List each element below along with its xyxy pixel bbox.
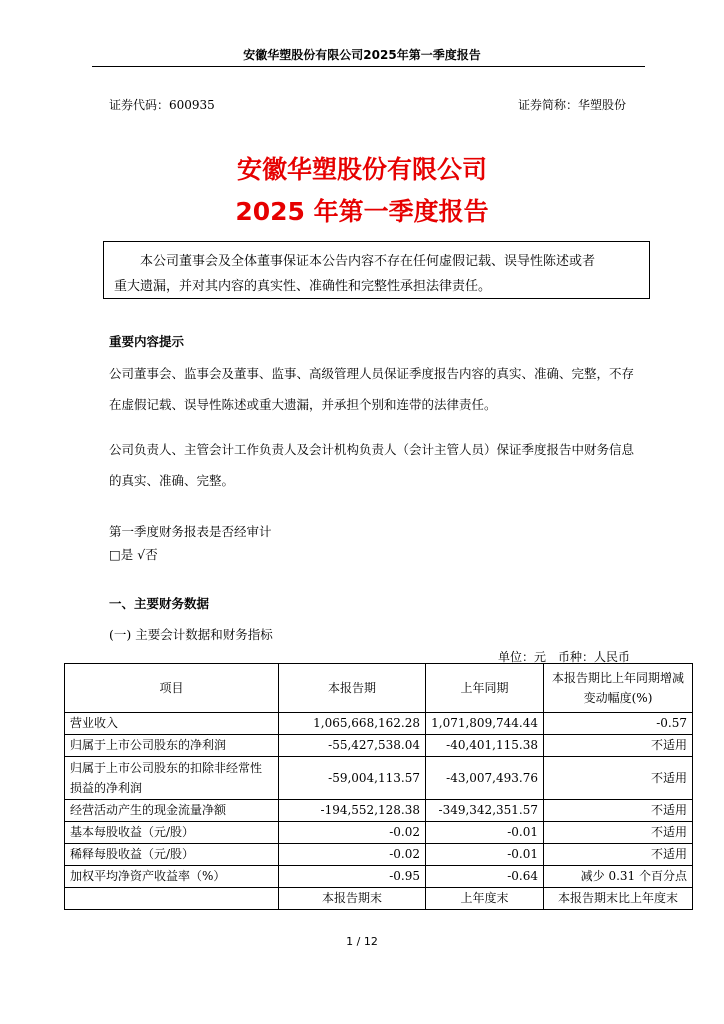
important-p2-line2: 的真实、准确、完整。	[109, 473, 235, 488]
table-row	[65, 713, 693, 735]
current-value: -0.95	[279, 866, 426, 888]
important-p1-line2: 在虚假记载、误导性陈述或重大遗漏，并承担个别和连带的法律责任。	[109, 397, 497, 412]
row-label: 营业收入	[65, 713, 279, 735]
prior-value: -43,007,493.76	[426, 757, 544, 800]
disclaimer-line-2: 重大遗漏，并对其内容的真实性、准确性和完整性承担法律责任。	[114, 279, 492, 294]
table-row	[65, 757, 693, 800]
change-value: 不适用	[544, 735, 693, 757]
subheader-cell: 本报告期末	[279, 888, 426, 910]
current-value: -0.02	[279, 822, 426, 844]
row-label: 加权平均净资产收益率（%）	[65, 866, 279, 888]
current-value: -55,427,538.04	[279, 735, 426, 757]
subsection-heading: (一) 主要会计数据和财务指标	[109, 627, 273, 642]
current-value: -0.02	[279, 844, 426, 866]
disclaimer-box	[103, 241, 650, 299]
prior-value: -40,401,115.38	[426, 735, 544, 757]
page-number: 1 / 12	[346, 935, 378, 948]
table-row	[65, 822, 693, 844]
header-cell: 上年同期	[426, 664, 544, 713]
change-value: 不适用	[544, 800, 693, 822]
unit-label: 单位：元 币种：人民币	[498, 650, 631, 664]
row-label: 归属于上市公司股东的净利润	[65, 735, 279, 757]
change-value: 不适用	[544, 757, 693, 800]
row-label: 稀释每股收益（元/股）	[65, 844, 279, 866]
disclaimer-line-1: 本公司董事会及全体董事保证本公告内容不存在任何虚假记载、误导性陈述或者	[140, 254, 596, 269]
change-value: 减少 0.31 个百分点	[544, 866, 693, 888]
header-cell: 本报告期	[279, 664, 426, 713]
audit-answer: □是 √否	[109, 547, 158, 562]
financial-data-table	[64, 663, 693, 910]
important-heading: 重要内容提示	[109, 334, 185, 349]
prior-value: -0.64	[426, 866, 544, 888]
row-label: 经营活动产生的现金流量净额	[65, 800, 279, 822]
prior-value: -349,342,351.57	[426, 800, 544, 822]
subheader-cell: 上年度末	[426, 888, 544, 910]
row-label: 基本每股收益（元/股）	[65, 822, 279, 844]
important-p2-line1: 公司负责人、主管会计工作负责人及会计机构负责人（会计主管人员）保证季度报告中财务信息	[109, 442, 635, 457]
header-cell: 本报告期比上年同期增减变动幅度(%)	[544, 664, 693, 713]
table-row	[65, 844, 693, 866]
change-value: -0.57	[544, 713, 693, 735]
table-subheader-row	[65, 888, 693, 910]
row-label: 归属于上市公司股东的扣除非经常性损益的净利润	[65, 757, 279, 800]
company-title: 安徽华塑股份有限公司	[236, 155, 487, 184]
report-title: 2025 年第一季度报告	[235, 197, 489, 226]
running-header: 安徽华塑股份有限公司2025年第一季度报告	[243, 48, 481, 62]
stock-code: 证券代码：600935	[109, 98, 215, 112]
prior-value: -0.01	[426, 822, 544, 844]
prior-value: -0.01	[426, 844, 544, 866]
header-rule	[92, 66, 645, 67]
subheader-cell: 本报告期末比上年度末	[544, 888, 693, 910]
audit-question: 第一季度财务报表是否经审计	[109, 524, 272, 539]
important-p1-line1: 公司董事会、监事会及董事、监事、高级管理人员保证季度报告内容的真实、准确、完整，不存	[109, 366, 635, 381]
table-header-row	[65, 664, 693, 713]
current-value: -59,004,113.57	[279, 757, 426, 800]
table-row	[65, 866, 693, 888]
table-row	[65, 800, 693, 822]
change-value: 不适用	[544, 822, 693, 844]
stock-abbreviation: 证券简称：华塑股份	[518, 98, 627, 112]
subheader-cell	[65, 888, 279, 910]
section-heading: 一、主要财务数据	[109, 596, 210, 611]
table-row	[65, 735, 693, 757]
change-value: 不适用	[544, 844, 693, 866]
prior-value: 1,071,809,744.44	[426, 713, 544, 735]
current-value: -194,552,128.38	[279, 800, 426, 822]
header-cell: 项目	[65, 664, 279, 713]
current-value: 1,065,668,162.28	[279, 713, 426, 735]
